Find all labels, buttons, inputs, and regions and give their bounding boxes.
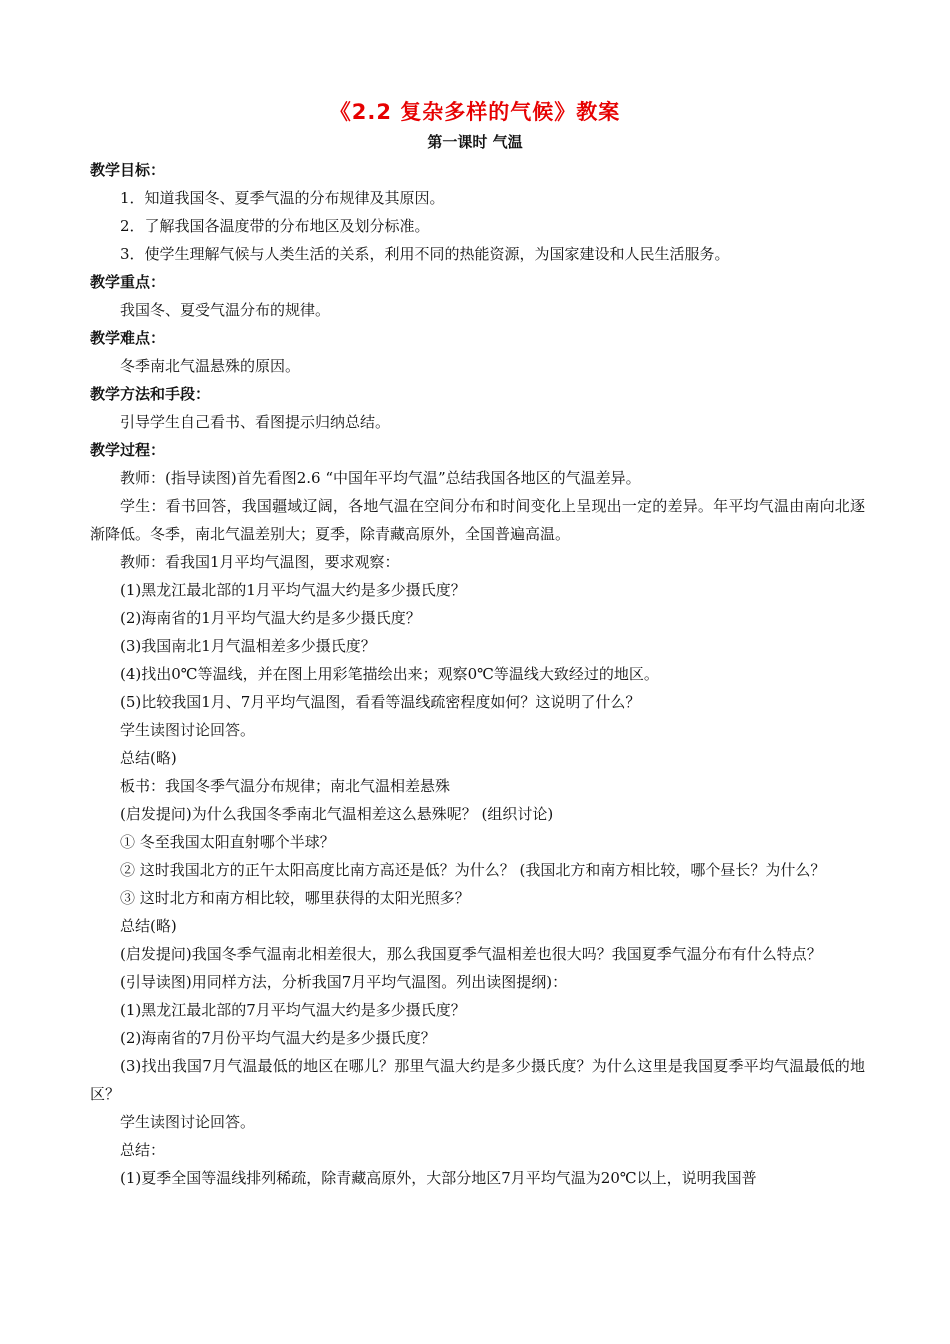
paragraph: 2．了解我国各温度带的分布地区及划分标准。 [120, 217, 430, 235]
paragraph: 引导学生自己看书、看图提示归纳总结。 [120, 413, 391, 431]
list-item: (2)海南省的1月平均气温大约是多少摄氏度？ [120, 609, 421, 627]
paragraph: (引导读图)用同样方法，分析我国7月平均气温图。列出读图提纲)： [120, 973, 568, 991]
paragraph: 总结： [120, 1141, 166, 1159]
section-heading-methods: 教学方法和手段： [90, 385, 211, 403]
section-heading-objectives: 教学目标： [90, 161, 166, 179]
paragraph: 总结(略) [120, 917, 177, 935]
paragraph: 3．使学生理解气候与人类生活的关系，利用不同的热能资源，为国家建设和人民生活服务。 [120, 245, 730, 263]
list-item: ③ 这时北方和南方相比较，哪里获得的太阳光照多？ [120, 889, 470, 907]
list-item: ① 冬至我国太阳直射哪个半球？ [120, 833, 335, 851]
list-item: (3)我国南北1月气温相差多少摄氏度？ [120, 637, 376, 655]
list-item: (1)黑龙江最北部的1月平均气温大约是多少摄氏度？ [120, 581, 466, 599]
paragraph: 板书：我国冬季气温分布规律；南北气温相差悬殊 [120, 777, 451, 795]
paragraph: 冬季南北气温悬殊的原因。 [120, 357, 301, 375]
list-item: (3)找出我国7月气温最低的地区在哪儿？那里气温大约是多少摄氏度？为什么这里是我国夏季平均气温最低的地区？ [90, 1057, 865, 1103]
section-heading-key-points: 教学重点： [90, 273, 166, 291]
paragraph: (1)夏季全国等温线排列稀疏，除青藏高原外，大部分地区7月平均气温为20℃以上，说明我国普 [120, 1169, 757, 1187]
paragraph: (启发提问)为什么我国冬季南北气温相差这么悬殊呢？ (组织讨论) [120, 805, 554, 823]
document-title: 《2.2 复杂多样的气候》教案 [329, 100, 621, 124]
paragraph: 学生读图讨论回答。 [120, 1113, 256, 1131]
section-heading-difficulties: 教学难点： [90, 329, 166, 347]
section-heading-process: 教学过程： [90, 441, 166, 459]
list-item: (4)找出0℃等温线，并在图上用彩笔描绘出来；观察0℃等温线大致经过的地区。 [120, 665, 659, 683]
paragraph: 教师：看我国1月平均气温图，要求观察： [120, 553, 400, 571]
paragraph: 教师：(指导读图)首先看图2.6 “中国年平均气温”总结我国各地区的气温差异。 [120, 469, 641, 487]
list-item: ② 这时我国北方的正午太阳高度比南方高还是低？为什么？ (我国北方和南方相比较，哪个昼长？为什么？ [120, 861, 826, 879]
paragraph: 学生：看书回答，我国疆域辽阔，各地气温在空间分布和时间变化上呈现出一定的差异。年平均气温由南向北逐渐降低。冬季，南北气温差别大；夏季，除青藏高原外，全国普遍高温。 [90, 497, 865, 543]
list-item: (5)比较我国1月、7月平均气温图，看看等温线疏密程度如何？这说明了什么？ [120, 693, 641, 711]
list-item: (1)黑龙江最北部的7月平均气温大约是多少摄氏度？ [120, 1001, 466, 1019]
paragraph: 1．知道我国冬、夏季气温的分布规律及其原因。 [120, 189, 445, 207]
document-body [90, 156, 865, 1192]
paragraph: 学生读图讨论回答。 [120, 721, 256, 739]
paragraph: (启发提问)我国冬季气温南北相差很大，那么我国夏季气温相差也很大吗？我国夏季气温分布有什么特点？ [120, 945, 822, 963]
document-subtitle: 第一课时 气温 [427, 133, 523, 151]
paragraph: 总结(略) [120, 749, 177, 767]
paragraph: 我国冬、夏受气温分布的规律。 [120, 301, 331, 319]
list-item: (2)海南省的7月份平均气温大约是多少摄氏度？ [120, 1029, 436, 1047]
